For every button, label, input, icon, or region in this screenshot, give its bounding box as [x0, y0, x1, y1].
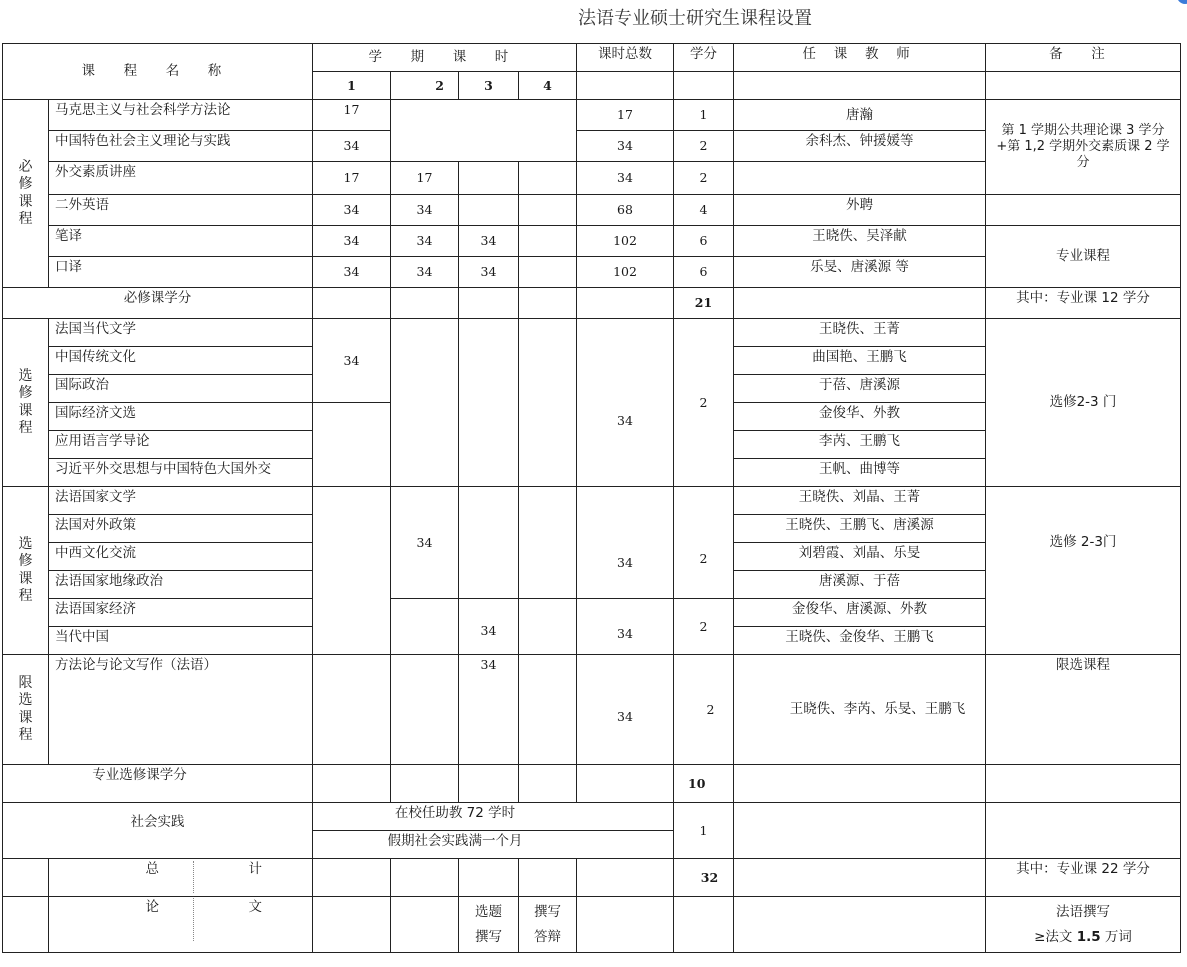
credit: 2 [674, 162, 734, 195]
table-row [3, 195, 1181, 226]
course-name: 中国传统文化 [49, 347, 313, 375]
elective2-sem2-hours: 34 [391, 487, 459, 599]
sem1-hours: 17 [313, 100, 391, 131]
course-name: 法语国家文学 [49, 487, 313, 515]
credit: 1 [674, 100, 734, 131]
sem2-hours: 34 [391, 195, 459, 226]
total-note: 其中：专业课 22 学分 [986, 859, 1181, 897]
required-major-note: 专业课程 [986, 226, 1181, 288]
course-name: 习近平外交思想与中国特色大国外交 [49, 459, 313, 487]
sem2-hours: 34 [391, 257, 459, 288]
elective2-total-hours-a: 34 [577, 487, 674, 599]
elective1-total-hours: 34 [577, 319, 674, 487]
header-sem1: 1 [313, 72, 391, 100]
teacher: 王晓佚、吴泽献 [734, 226, 986, 257]
elective-subtotal-label: 专业选修课学分 [3, 765, 313, 803]
total-hours: 102 [577, 257, 674, 288]
sem1-hours: 34 [313, 131, 391, 162]
limited-note: 限选课程 [986, 655, 1181, 765]
credit: 4 [674, 195, 734, 226]
sem1-hours: 34 [313, 257, 391, 288]
course-name: 法国对外政策 [49, 515, 313, 543]
course-name: 应用语言学导论 [49, 431, 313, 459]
thesis-sem4: 撰写 答辩 [519, 897, 577, 953]
course-name: 马克思主义与社会科学方法论 [49, 100, 313, 131]
course-name: 二外英语 [49, 195, 313, 226]
total-row [3, 859, 1181, 897]
elective2-group-label: 选 修 课 程 [3, 487, 49, 655]
curriculum-table [2, 43, 1181, 953]
sem1-hours: 34 [313, 226, 391, 257]
teacher: 外聘 [734, 195, 986, 226]
limited-teacher: 王晓佚、李芮、乐旻、王鹏飞 [734, 655, 986, 765]
course-name: 法语国家经济 [49, 599, 313, 627]
required-group-label: 必 修 课 程 [3, 100, 49, 288]
header-course-name: 课 程 名 称 [3, 44, 313, 100]
elective1-group-label: 选 修 课 程 [3, 319, 49, 487]
course-name: 外交素质讲座 [49, 162, 313, 195]
sem2-hours: 34 [391, 226, 459, 257]
credit: 6 [674, 226, 734, 257]
table-row [3, 599, 1181, 627]
teacher: 于蓓、唐溪源 [734, 375, 986, 403]
required-public-note: 第 1 学期公共理论课 3 学分+第 1,2 学期外交素质课 2 学分 [986, 100, 1181, 195]
limited-course-name: 方法论与论文写作（法语） [49, 655, 313, 765]
teacher: 李芮、王鹏飞 [734, 431, 986, 459]
teacher: 乐旻、唐溪源 等 [734, 257, 986, 288]
sem2-hours: 17 [391, 162, 459, 195]
teacher: 王晓佚、刘晶、王菁 [734, 487, 986, 515]
header-sem2: 2 [391, 72, 459, 100]
limited-total-hours: 34 [577, 655, 674, 765]
table-row [3, 319, 1181, 347]
course-name: 笔译 [49, 226, 313, 257]
total-hours: 102 [577, 226, 674, 257]
practice-credit: 1 [674, 803, 734, 859]
elective1-credit: 2 [674, 319, 734, 487]
teacher: 王晓佚、金俊华、王鹏飞 [734, 627, 986, 655]
course-name: 法国当代文学 [49, 319, 313, 347]
limited-group-label: 限 选 课 程 [3, 655, 49, 765]
elective2-sem3-hours: 34 [459, 599, 519, 655]
practice-line2: 假期社会实践满一个月 [313, 831, 674, 859]
header-remarks: 备 注 [986, 44, 1181, 72]
course-name: 法语国家地缘政治 [49, 571, 313, 599]
required-subtotal-note: 其中：专业课 12 学分 [986, 288, 1181, 319]
table-row [3, 100, 1181, 131]
limited-row [3, 655, 1181, 765]
elective-subtotal-row [3, 765, 1181, 803]
total-hours: 34 [577, 162, 674, 195]
total-hours: 34 [577, 131, 674, 162]
course-name: 中国特色社会主义理论与实践 [49, 131, 313, 162]
sem3-hours: 34 [459, 257, 519, 288]
teacher: 金俊华、外教 [734, 403, 986, 431]
thesis-note-num: 1.5 [1076, 928, 1101, 945]
credit: 6 [674, 257, 734, 288]
header-credits: 学分 [674, 44, 734, 72]
total-hours: 17 [577, 100, 674, 131]
required-subtotal-label: 必修课学分 [3, 288, 313, 319]
header-sem4: 4 [519, 72, 577, 100]
teacher: 王帆、曲博等 [734, 459, 986, 487]
thesis-note-pre: ≥法文 [1034, 928, 1077, 945]
elective2-note: 选修 2-3门 [986, 487, 1181, 599]
header-teacher: 任 课 教 师 [734, 44, 986, 72]
practice-label: 社会实践 [3, 803, 313, 859]
total-hours: 68 [577, 195, 674, 226]
course-name: 当代中国 [49, 627, 313, 655]
required-subtotal-credit: 21 [674, 288, 734, 319]
sem3-hours: 34 [459, 226, 519, 257]
course-name: 口译 [49, 257, 313, 288]
table-row [3, 487, 1181, 515]
sem1-hours: 34 [313, 195, 391, 226]
elective2-total-hours-b: 34 [577, 599, 674, 655]
elective-subtotal-credit: 10 [674, 765, 734, 803]
header-total-hours: 课时总数 [577, 44, 674, 72]
thesis-note [986, 897, 1181, 953]
practice-row [3, 803, 1181, 831]
page-title: 法语专业硕士研究生课程设置 [578, 8, 812, 29]
elective1-note: 选修2-3 门 [986, 319, 1181, 487]
teacher: 曲国艳、王鹏飞 [734, 347, 986, 375]
teacher: 唐溪源、于蓓 [734, 571, 986, 599]
teacher: 余科杰、钟援媛等 [734, 131, 986, 162]
table-row [3, 226, 1181, 257]
teacher: 唐瀚 [734, 100, 986, 131]
thesis-label-b: 文 [248, 899, 263, 915]
credit: 2 [674, 131, 734, 162]
elective1-sem1-hours: 34 [313, 319, 391, 403]
sem1-hours: 17 [313, 162, 391, 195]
thesis-note-line1: 法语撰写 [1056, 903, 1110, 920]
teacher: 金俊华、唐溪源、外教 [734, 599, 986, 627]
header-row [3, 44, 1181, 72]
thesis-label-a: 论 [145, 899, 159, 915]
total-label-a: 总 [145, 861, 159, 877]
thesis-sem3: 选题 撰写 [459, 897, 519, 953]
header-semester-hours: 学 期 课 时 [313, 44, 577, 72]
required-subtotal-row [3, 288, 1181, 319]
teacher: 王晓佚、王菁 [734, 319, 986, 347]
header-sem3: 3 [459, 72, 519, 100]
thesis-row [3, 897, 1181, 953]
limited-credit: 2 [674, 655, 734, 765]
total-label-b: 计 [248, 861, 263, 877]
limited-sem3-hours: 34 [459, 655, 519, 765]
teacher: 刘碧霞、刘晶、乐旻 [734, 543, 986, 571]
course-name: 国际政治 [49, 375, 313, 403]
total-credit: 32 [674, 859, 734, 897]
thesis-note-post: 万词 [1100, 928, 1132, 945]
course-name: 国际经济文选 [49, 403, 313, 431]
practice-line1: 在校任助教 72 学时 [313, 803, 674, 831]
course-name: 中西文化交流 [49, 543, 313, 571]
teacher: 王晓佚、王鹏飞、唐溪源 [734, 515, 986, 543]
elective2-credit-b: 2 [674, 599, 734, 655]
elective2-credit-a: 2 [674, 487, 734, 599]
teacher [734, 162, 986, 195]
